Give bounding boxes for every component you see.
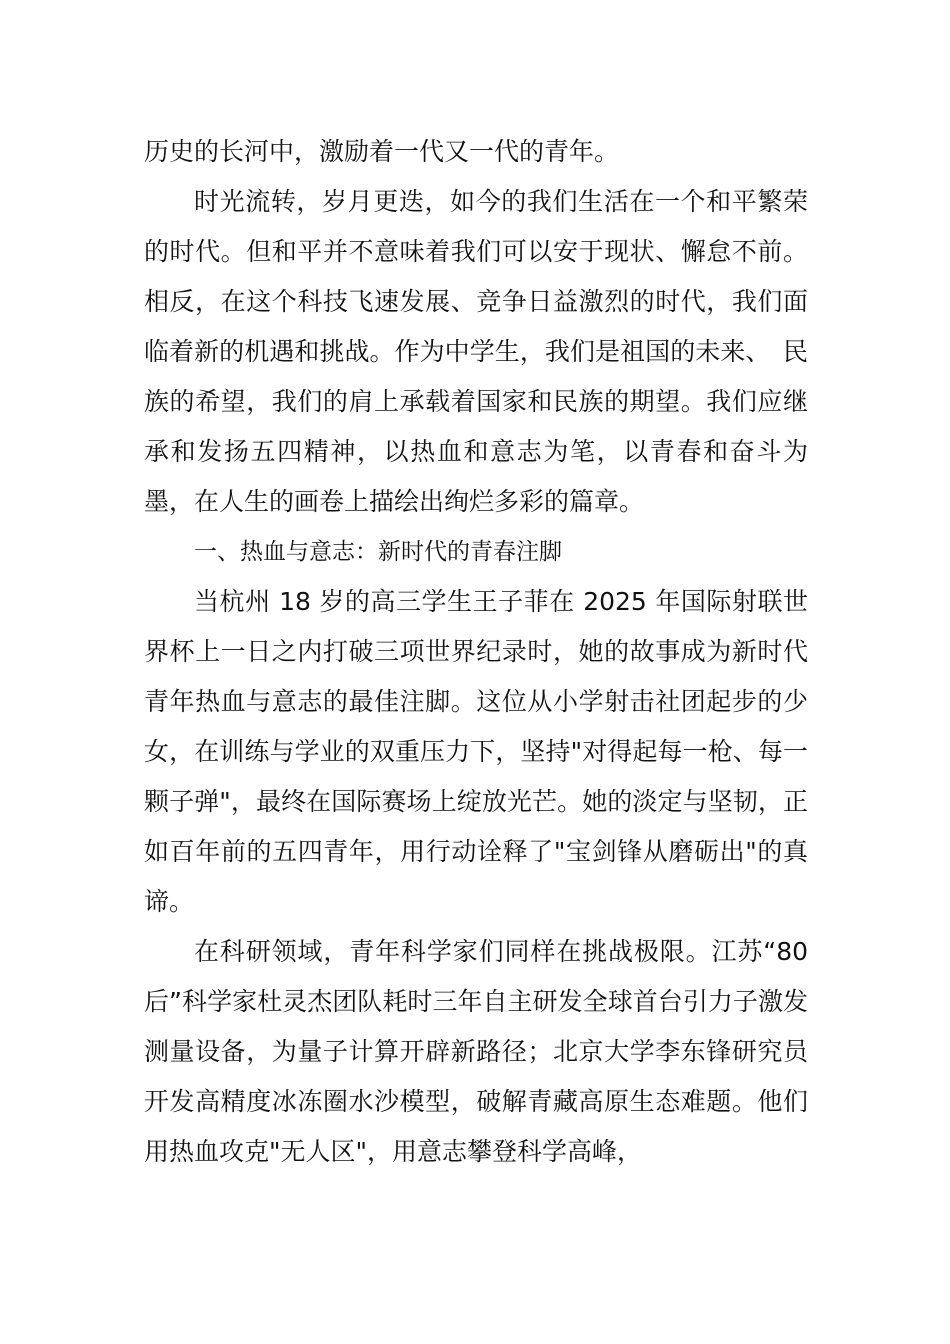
paragraph-wang-zifei: 当杭州 18 岁的高三学生王子菲在 2025 年国际射联世界杯上一日之内打破三项世界纪录时，她的故事成为新时代青年热血与意志的最佳注脚。这位从小学射击社团起步的少女，在训练与学业的双重压力下，坚持"对得起每一枪、每一颗子弹"，最终在国际赛场上绽放光芒。她的淡定与坚韧，正如百年前的五四青年，用行动诠释了"宝剑锋从磨砺出"的真谛。 <box>144 587 808 916</box>
paragraph-young-scientists: 在科研领域，青年科学家们同样在挑战极限。江苏“80 后”科学家杜灵杰团队耗时三年自主研发全球首台引力子激发测量设备，为量子计算开辟新路径；北京大学李东锋研究员开发高精度冰冻圈水沙模型，破解青藏高原生态难题。他们用热血攻克"无人区"，用意志攀登科学高峰， <box>144 937 808 1166</box>
section-heading: 一、热血与意志：新时代的青春注脚 <box>194 539 562 565</box>
paragraph-peace-era: 时光流转，岁月更迭，如今的我们生活在一个和平繁荣的时代。但和平并不意味着我们可以安于现状、懈怠不前。相反，在这个科技飞速发展、竞争日益激烈的时代，我们面临着新的机遇和挑战。作为中学生，我们是祖国的未来、 民族的希望，我们的肩上承载着国家和民族的期望。我们应继承和发扬五四精神，以热血和意志为笔，以青春和奋斗为墨，在人生的画卷上描绘出绚烂多彩的篇章。 <box>144 187 808 516</box>
document-body <box>144 127 808 1177</box>
paragraph-continuation: 历史的长河中，激励着一代又一代的青年。 <box>144 137 620 166</box>
